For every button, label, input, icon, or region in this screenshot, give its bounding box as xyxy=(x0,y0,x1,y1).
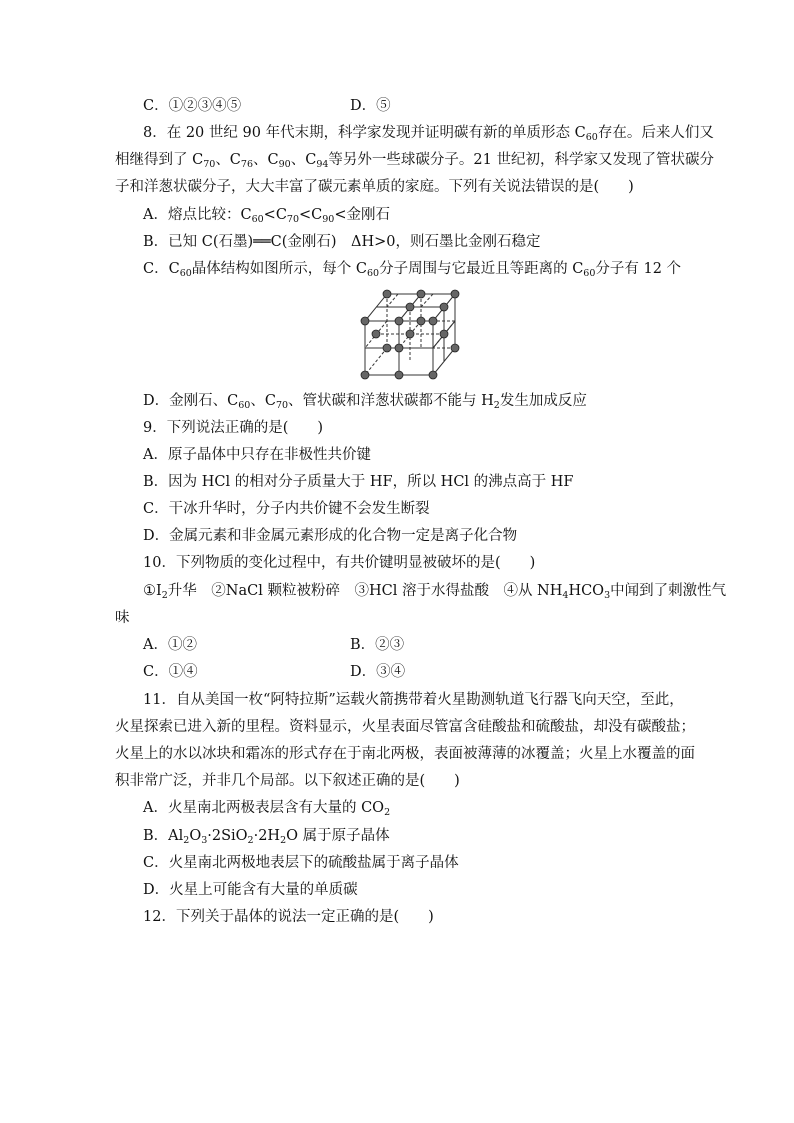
q8-stem-line1: 8．在 20 世纪 90 年代末期，科学家发现并证明碳有新的单质形态 $C_{60}$存在。后来人们又 xyxy=(143,125,714,143)
q11-option-d: D．火星上可能含有大量的单质碳 xyxy=(143,882,358,898)
q10-option-c: C．①④ xyxy=(143,664,198,680)
q8-stem-line2: 相继得到了 $C_{70}$、$C_{76}$、$C_{90}$、$C_{94}$等另外一些球碳分子。21 世纪初，科学家又发现了管状碳分 xyxy=(115,152,714,170)
q11-stem-line2: 火星探索已进入新的里程。资料显示，火星表面尽管富含硅酸盐和硫酸盐，却没有碳酸盐； xyxy=(115,719,695,735)
q12-stem: 12．下列关于晶体的说法一定正确的是( ) xyxy=(143,909,434,925)
q7-option-d: D．⑤ xyxy=(350,98,391,114)
q11-stem-line4: 积非常广泛，并非几个局部。以下叙述正确的是( ) xyxy=(115,773,460,789)
q9-stem: 9．下列说法正确的是( ) xyxy=(143,420,324,436)
q10-stem: 10．下列物质的变化过程中，有共价键明显被破坏的是( ) xyxy=(143,555,536,571)
q8-option-b: B．已知 C(石墨)══C(金刚石) ΔH>0，则石墨比金刚石稳定 xyxy=(143,234,541,250)
q10-option-d: D．③④ xyxy=(350,664,406,680)
c60-crystal-structure-figure xyxy=(355,286,467,382)
q8-option-a: A．熔点比较：$C_{60}<C_{70}<C_{90}<$金刚石 xyxy=(143,207,391,225)
q8-stem-line3: 子和洋葱状碳分子，大大丰富了碳元素单质的家庭。下列有关说法错误的是( ) xyxy=(115,179,634,195)
q10-items-cont: 味 xyxy=(115,610,130,626)
q11-stem-line1: 11．自从美国一枚“阿特拉斯”运载火箭携带着火星勘测轨道飞行器飞向天空，至此， xyxy=(143,692,684,708)
q11-option-a: A．火星南北两极表层含有大量的 $CO_2$ xyxy=(143,800,391,818)
q9-option-d: D．金属元素和非金属元素形成的化合物一定是离子化合物 xyxy=(143,528,518,544)
q10-option-b: B．②③ xyxy=(350,637,405,653)
q10-items: $①I_2$升华 ②NaCl 颗粒被粉碎 ③HCl 溶于水得盐酸 ④从 $NH_4HCO_3$中闻到了刺激性气 xyxy=(143,583,727,601)
q11-stem-line3: 火星上的水以冰块和霜冻的形式存在于南北两极，表面被薄薄的冰覆盖；火星上水覆盖的面 xyxy=(115,746,695,762)
q9-option-c: C．干冰升华时，分子内共价键不会发生断裂 xyxy=(143,501,430,517)
q8-option-c: C．$C_{60}$晶体结构如图所示，每个 $C_{60}$分子周围与它最近且等距离的 $C_{60}$分子有 12 个 xyxy=(143,261,682,279)
q11-option-b: B．$Al_2O_3\cdot 2SiO_2\cdot 2H_2O$ 属于原子晶体 xyxy=(143,828,390,846)
q8-option-d: D．金刚石、$C_{60}$、$C_{70}$、管状碳和洋葱状碳都不能与 $H_2$发生加成反应 xyxy=(143,393,587,411)
q7-option-c: C．①②③④⑤ xyxy=(143,98,242,114)
q9-option-a: A．原子晶体中只存在非极性共价键 xyxy=(143,447,371,463)
q10-option-a: A．①② xyxy=(143,637,197,653)
q9-option-b: B．因为 HCl 的相对分子质量大于 HF，所以 HCl 的沸点高于 HF xyxy=(143,474,574,490)
q11-option-c: C．火星南北两极地表层下的硫酸盐属于离子晶体 xyxy=(143,855,459,871)
